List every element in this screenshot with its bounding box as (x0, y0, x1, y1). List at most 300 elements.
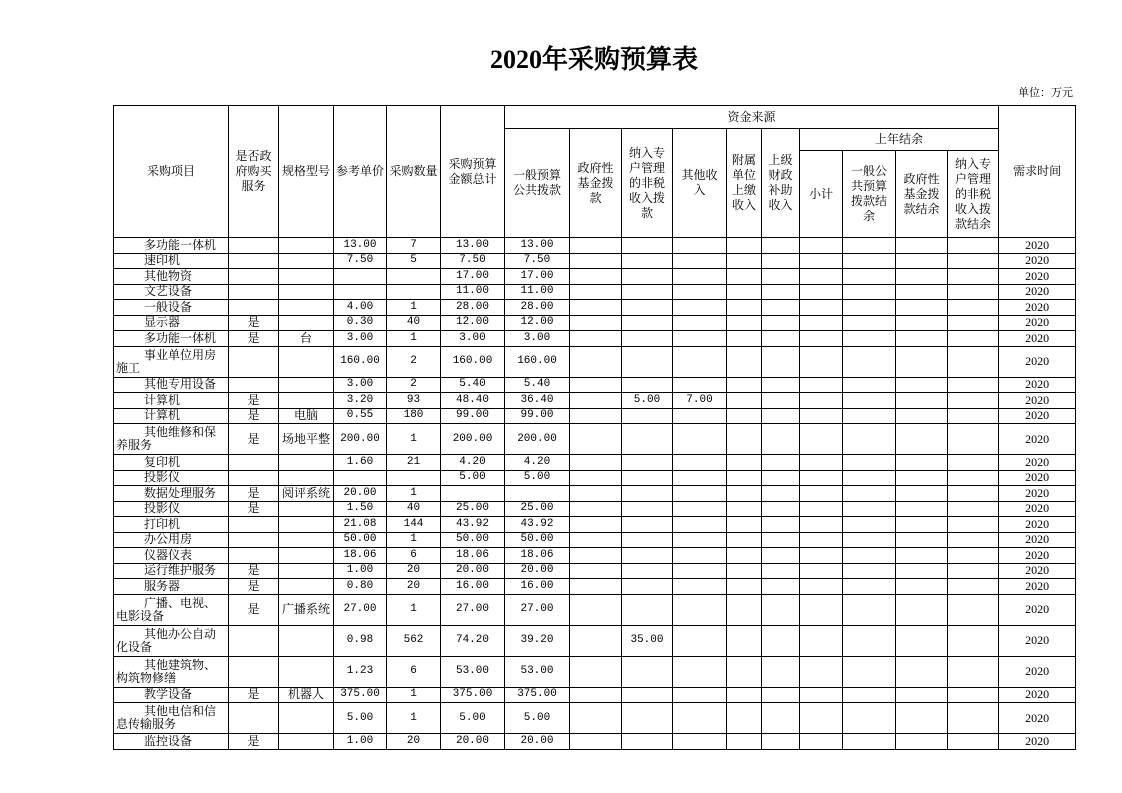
cell-need-time: 2020 (999, 734, 1076, 750)
cell-special-account: 35.00 (622, 625, 673, 656)
cell-affiliated (727, 238, 762, 254)
cell-gov-service (229, 656, 279, 687)
cell-special-account (622, 594, 673, 625)
cell-superior (762, 346, 800, 377)
cell-unit-price: 5.00 (334, 703, 387, 734)
cell-total: 4.20 (441, 455, 505, 471)
table-row (114, 532, 1076, 548)
cell-superior (762, 269, 800, 285)
cell-subtotal (800, 408, 843, 424)
cell-special-balance (948, 548, 999, 564)
cell-spec (279, 517, 334, 533)
cell-spec: 机器人 (279, 687, 334, 703)
cell-unit-price: 1.60 (334, 455, 387, 471)
cell-gov-service: 是 (229, 579, 279, 595)
header-line: 其他收 (681, 168, 718, 182)
cell-gov-fund (570, 579, 622, 595)
cell-gov-service: 是 (229, 687, 279, 703)
cell-gov-fund-balance (896, 315, 948, 331)
cell-special-balance (948, 625, 999, 656)
cell-item (114, 517, 229, 533)
cell-gov-fund-balance (896, 594, 948, 625)
cell-gov-fund (570, 517, 622, 533)
cell-total: 43.92 (441, 517, 505, 533)
cell-special-balance (948, 377, 999, 393)
cell-gov-fund-balance (896, 253, 948, 269)
cell-subtotal (800, 486, 843, 502)
cell-other-income (673, 486, 727, 502)
cell-total: 27.00 (441, 594, 505, 625)
cell-quantity: 21 (387, 455, 441, 471)
item-name-line: 事业单位用房 (144, 347, 217, 362)
cell-special-balance (948, 470, 999, 486)
cell-affiliated (727, 486, 762, 502)
table-row (114, 734, 1076, 750)
cell-unit-price: 3.20 (334, 393, 387, 409)
cell-special-balance (948, 238, 999, 254)
cell-other-income (673, 625, 727, 656)
cell-total: 5.00 (441, 703, 505, 734)
cell-need-time: 2020 (999, 470, 1076, 486)
cell-spec (279, 470, 334, 486)
cell-gov-fund-balance (896, 424, 948, 455)
cell-other-income (673, 346, 727, 377)
cell-affiliated (727, 594, 762, 625)
cell-superior (762, 563, 800, 579)
cell-gov-fund (570, 377, 622, 393)
cell-general-budget: 27.00 (505, 594, 570, 625)
cell-unit-price: 0.30 (334, 315, 387, 331)
cell-total: 25.00 (441, 501, 505, 517)
cell-general-balance (843, 408, 896, 424)
cell-gov-fund-balance (896, 331, 948, 347)
item-name-line: 计算机 (144, 408, 181, 423)
cell-general-budget: 50.00 (505, 532, 570, 548)
cell-spec (279, 548, 334, 564)
header-line: 一般预算 (512, 168, 561, 182)
cell-gov-fund (570, 734, 622, 750)
cell-unit-price (334, 284, 387, 300)
cell-special-account (622, 517, 673, 533)
header-gov-service (229, 106, 279, 238)
cell-subtotal (800, 625, 843, 656)
cell-total: 375.00 (441, 687, 505, 703)
cell-special-account (622, 703, 673, 734)
table-row (114, 703, 1076, 734)
header-prior-balance: 上年结余 (800, 129, 999, 151)
cell-gov-fund (570, 253, 622, 269)
cell-gov-fund-balance (896, 656, 948, 687)
cell-other-income (673, 563, 727, 579)
cell-special-balance (948, 687, 999, 703)
cell-total: 200.00 (441, 424, 505, 455)
cell-general-balance (843, 424, 896, 455)
cell-special-balance (948, 563, 999, 579)
cell-general-budget: 25.00 (505, 501, 570, 517)
cell-special-account (622, 579, 673, 595)
cell-spec (279, 703, 334, 734)
cell-spec: 台 (279, 331, 334, 347)
cell-other-income (673, 424, 727, 455)
item-name-line: 运行维护服务 (144, 563, 217, 578)
cell-special-balance (948, 408, 999, 424)
cell-general-balance (843, 579, 896, 595)
cell-affiliated (727, 393, 762, 409)
header-general-balance (843, 151, 896, 238)
cell-gov-service: 是 (229, 486, 279, 502)
cell-affiliated (727, 346, 762, 377)
cell-superior (762, 300, 800, 316)
cell-superior (762, 331, 800, 347)
cell-general-balance (843, 393, 896, 409)
cell-item (114, 377, 229, 393)
cell-gov-fund-balance (896, 703, 948, 734)
cell-special-account (622, 377, 673, 393)
cell-quantity: 562 (387, 625, 441, 656)
header-general-budget (505, 129, 570, 238)
cell-gov-service (229, 548, 279, 564)
cell-quantity: 20 (387, 579, 441, 595)
cell-affiliated (727, 517, 762, 533)
cell-general-balance (843, 486, 896, 502)
item-name-line: 构筑物修缮 (116, 670, 177, 685)
cell-quantity: 1 (387, 532, 441, 548)
cell-general-balance (843, 346, 896, 377)
cell-general-balance (843, 625, 896, 656)
cell-special-balance (948, 300, 999, 316)
cell-unit-price: 4.00 (334, 300, 387, 316)
cell-special-balance (948, 424, 999, 455)
cell-subtotal (800, 517, 843, 533)
cell-superior (762, 284, 800, 300)
cell-subtotal (800, 734, 843, 750)
cell-superior (762, 377, 800, 393)
cell-item (114, 393, 229, 409)
cell-superior (762, 424, 800, 455)
cell-special-balance (948, 486, 999, 502)
header-superior (762, 129, 800, 238)
cell-special-balance (948, 253, 999, 269)
cell-gov-fund (570, 238, 622, 254)
cell-general-budget: 4.20 (505, 455, 570, 471)
cell-item (114, 253, 229, 269)
table-row (114, 594, 1076, 625)
cell-total: 48.40 (441, 393, 505, 409)
header-line: 补助 (768, 183, 793, 197)
cell-item (114, 501, 229, 517)
cell-unit-price: 160.00 (334, 346, 387, 377)
cell-gov-fund-balance (896, 455, 948, 471)
header-line: 基金拨 (903, 186, 940, 201)
cell-need-time: 2020 (999, 408, 1076, 424)
cell-superior (762, 253, 800, 269)
cell-affiliated (727, 300, 762, 316)
cell-unit-price (334, 470, 387, 486)
cell-gov-fund (570, 594, 622, 625)
cell-need-time: 2020 (999, 563, 1076, 579)
cell-gov-service (229, 703, 279, 734)
cell-special-account (622, 284, 673, 300)
cell-unit-price: 18.06 (334, 548, 387, 564)
header-line: 收入 (768, 198, 793, 212)
header-line: 款 (640, 205, 653, 220)
item-name-line: 投影仪 (144, 470, 181, 485)
cell-general-budget: 53.00 (505, 656, 570, 687)
cell-special-balance (948, 284, 999, 300)
cell-unit-price: 0.80 (334, 579, 387, 595)
header-quantity: 采购数量 (387, 106, 441, 238)
cell-subtotal (800, 501, 843, 517)
item-name-line: 仪器仪表 (144, 547, 193, 562)
table-row (114, 625, 1076, 656)
cell-gov-fund (570, 455, 622, 471)
cell-quantity: 40 (387, 501, 441, 517)
cell-general-balance (843, 470, 896, 486)
cell-superior (762, 408, 800, 424)
table-header (114, 106, 1076, 238)
cell-gov-service (229, 253, 279, 269)
header-line: 款结余 (903, 201, 940, 216)
cell-quantity: 1 (387, 424, 441, 455)
cell-special-balance (948, 346, 999, 377)
cell-gov-fund-balance (896, 346, 948, 377)
cell-total: 5.40 (441, 377, 505, 393)
cell-other-income (673, 408, 727, 424)
cell-general-balance (843, 331, 896, 347)
item-name-line: 监控设备 (144, 733, 193, 748)
cell-special-account (622, 315, 673, 331)
cell-gov-fund-balance (896, 393, 948, 409)
cell-quantity: 1 (387, 331, 441, 347)
cell-spec (279, 532, 334, 548)
cell-quantity: 5 (387, 253, 441, 269)
cell-quantity: 1 (387, 300, 441, 316)
cell-need-time: 2020 (999, 687, 1076, 703)
cell-gov-fund-balance (896, 501, 948, 517)
cell-special-account (622, 687, 673, 703)
cell-item (114, 594, 229, 625)
cell-gov-fund-balance (896, 548, 948, 564)
cell-general-budget: 99.00 (505, 408, 570, 424)
header-line: 府购买 (235, 164, 272, 178)
cell-spec (279, 656, 334, 687)
header-line: 附属 (731, 153, 756, 167)
cell-general-budget: 3.00 (505, 331, 570, 347)
budget-table (113, 105, 1076, 750)
cell-item (114, 625, 229, 656)
header-line: 一般公 (850, 164, 887, 178)
cell-affiliated (727, 455, 762, 471)
cell-quantity (387, 470, 441, 486)
item-name-line: 速印机 (144, 253, 181, 268)
cell-gov-fund (570, 408, 622, 424)
header-line: 纳入专 (628, 145, 665, 160)
cell-superior (762, 687, 800, 703)
cell-special-balance (948, 579, 999, 595)
cell-total: 11.00 (441, 284, 505, 300)
cell-general-balance (843, 253, 896, 269)
cell-general-budget: 43.92 (505, 517, 570, 533)
cell-other-income (673, 331, 727, 347)
cell-subtotal (800, 269, 843, 285)
cell-item (114, 703, 229, 734)
cell-subtotal (800, 548, 843, 564)
cell-general-balance (843, 734, 896, 750)
cell-subtotal (800, 377, 843, 393)
cell-gov-service (229, 300, 279, 316)
header-row (114, 106, 1076, 129)
cell-special-account (622, 548, 673, 564)
cell-general-balance (843, 269, 896, 285)
cell-subtotal (800, 703, 843, 734)
cell-superior (762, 734, 800, 750)
cell-special-account (622, 408, 673, 424)
cell-need-time: 2020 (999, 455, 1076, 471)
table-row (114, 687, 1076, 703)
cell-spec (279, 393, 334, 409)
cell-item (114, 408, 229, 424)
cell-total: 18.06 (441, 548, 505, 564)
cell-unit-price: 1.23 (334, 656, 387, 687)
table-row (114, 486, 1076, 502)
cell-subtotal (800, 455, 843, 471)
item-name-line: 施工 (116, 360, 141, 375)
cell-affiliated (727, 253, 762, 269)
cell-subtotal (800, 470, 843, 486)
cell-subtotal (800, 594, 843, 625)
cell-need-time: 2020 (999, 532, 1076, 548)
item-name-line: 化设备 (116, 639, 153, 654)
cell-gov-fund (570, 563, 622, 579)
cell-unit-price: 200.00 (334, 424, 387, 455)
cell-other-income (673, 734, 727, 750)
header-line: 户管理 (955, 171, 992, 186)
cell-need-time: 2020 (999, 625, 1076, 656)
header-line: 采购预算 (448, 156, 497, 171)
table-row (114, 377, 1076, 393)
cell-gov-fund-balance (896, 470, 948, 486)
cell-gov-service (229, 284, 279, 300)
cell-quantity: 93 (387, 393, 441, 409)
cell-gov-service: 是 (229, 501, 279, 517)
header-line: 金额总计 (448, 171, 497, 186)
cell-other-income (673, 238, 727, 254)
cell-item (114, 548, 229, 564)
cell-gov-fund (570, 284, 622, 300)
table-row (114, 563, 1076, 579)
item-name-line: 打印机 (144, 516, 181, 531)
cell-gov-fund (570, 269, 622, 285)
cell-gov-service: 是 (229, 424, 279, 455)
cell-item (114, 315, 229, 331)
cell-superior (762, 532, 800, 548)
cell-spec (279, 563, 334, 579)
cell-special-balance (948, 501, 999, 517)
table-row (114, 424, 1076, 455)
cell-item (114, 579, 229, 595)
cell-item (114, 455, 229, 471)
cell-other-income (673, 579, 727, 595)
cell-subtotal (800, 346, 843, 377)
cell-affiliated (727, 424, 762, 455)
cell-spec (279, 300, 334, 316)
item-name-line: 其他办公自动 (144, 626, 217, 641)
cell-general-budget: 18.06 (505, 548, 570, 564)
cell-other-income (673, 315, 727, 331)
cell-need-time: 2020 (999, 548, 1076, 564)
table-row (114, 284, 1076, 300)
item-name-line: 数据处理服务 (144, 485, 217, 500)
cell-special-account (622, 331, 673, 347)
cell-total: 160.00 (441, 346, 505, 377)
cell-quantity: 1 (387, 687, 441, 703)
cell-affiliated (727, 579, 762, 595)
table-row (114, 501, 1076, 517)
cell-other-income (673, 455, 727, 471)
cell-general-balance (843, 377, 896, 393)
cell-gov-service: 是 (229, 594, 279, 625)
item-name-line: 电影设备 (116, 608, 165, 623)
table-row (114, 548, 1076, 564)
cell-subtotal (800, 238, 843, 254)
cell-need-time: 2020 (999, 424, 1076, 455)
cell-superior (762, 470, 800, 486)
cell-affiliated (727, 470, 762, 486)
cell-unit-price: 21.08 (334, 517, 387, 533)
cell-gov-fund-balance (896, 377, 948, 393)
header-line: 款结余 (955, 216, 992, 231)
cell-unit-price: 0.98 (334, 625, 387, 656)
cell-general-budget: 5.40 (505, 377, 570, 393)
cell-gov-service: 是 (229, 393, 279, 409)
cell-item (114, 656, 229, 687)
cell-gov-service (229, 455, 279, 471)
cell-general-budget: 5.00 (505, 703, 570, 734)
cell-superior (762, 703, 800, 734)
cell-gov-service (229, 517, 279, 533)
item-name-line: 其他电信和信 (144, 704, 217, 718)
unit-label: 单位：万元 (1018, 87, 1073, 99)
cell-total: 13.00 (441, 238, 505, 254)
cell-gov-fund-balance (896, 579, 948, 595)
cell-subtotal (800, 300, 843, 316)
table-row (114, 300, 1076, 316)
cell-gov-fund-balance (896, 238, 948, 254)
cell-gov-fund-balance (896, 284, 948, 300)
cell-gov-fund (570, 703, 622, 734)
cell-general-budget: 200.00 (505, 424, 570, 455)
cell-affiliated (727, 269, 762, 285)
cell-spec (279, 579, 334, 595)
cell-affiliated (727, 377, 762, 393)
cell-total: 20.00 (441, 563, 505, 579)
cell-gov-service: 是 (229, 734, 279, 750)
cell-total: 3.00 (441, 331, 505, 347)
cell-total: 99.00 (441, 408, 505, 424)
header-line: 拨款结 (850, 194, 887, 208)
cell-need-time: 2020 (999, 269, 1076, 285)
cell-total (441, 486, 505, 502)
cell-item (114, 486, 229, 502)
cell-general-balance (843, 703, 896, 734)
cell-superior (762, 625, 800, 656)
table-row (114, 517, 1076, 533)
header-line: 入 (693, 183, 706, 197)
cell-general-balance (843, 594, 896, 625)
item-name-line: 养服务 (116, 438, 153, 452)
cell-other-income (673, 284, 727, 300)
cell-gov-service (229, 269, 279, 285)
